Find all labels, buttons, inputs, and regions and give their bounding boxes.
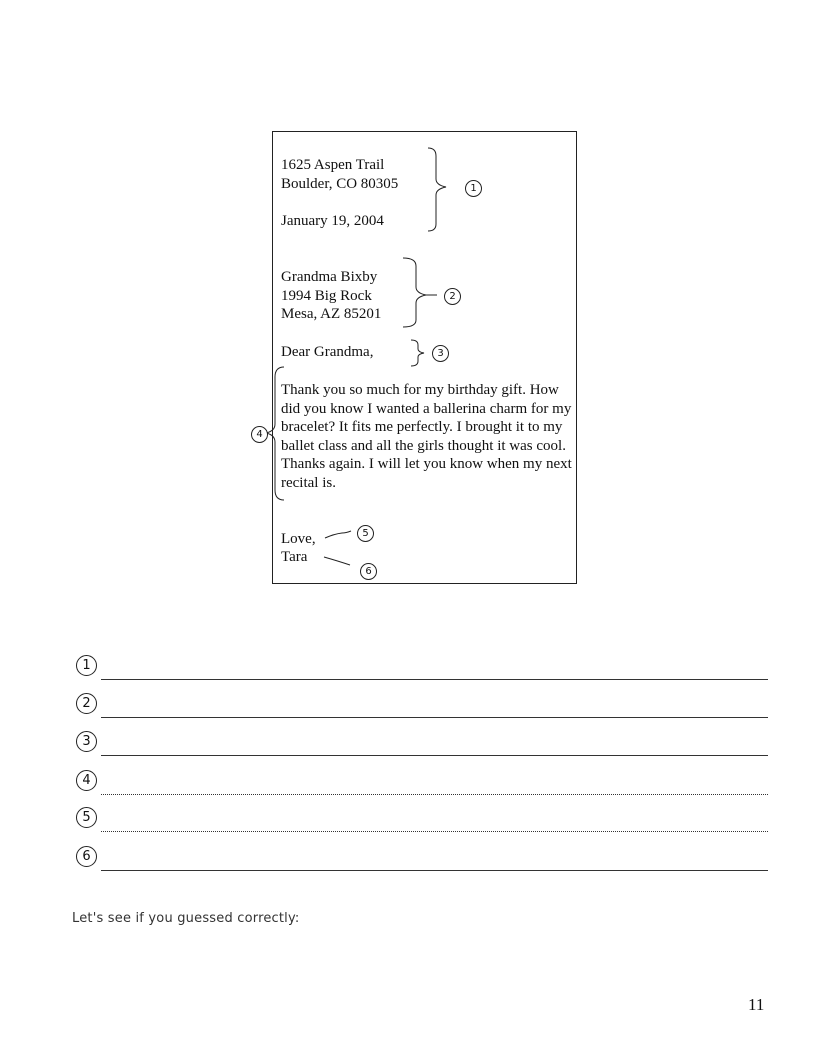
callout-5: 5: [357, 525, 374, 542]
answer-number-5: 5: [76, 807, 97, 828]
answer-row-4: [76, 770, 768, 796]
sender-address-line1: 1625 Aspen Trail: [281, 157, 385, 173]
signature: Tara: [281, 549, 308, 565]
answer-line-1[interactable]: [101, 679, 768, 680]
answer-row-2: [76, 693, 768, 719]
answer-row-5: [76, 807, 768, 833]
callout-3: 3: [432, 345, 449, 362]
letter-date: January 19, 2004: [281, 213, 384, 229]
answer-number-4: 4: [76, 770, 97, 791]
answer-line-2[interactable]: [101, 717, 768, 718]
answer-row-3: [76, 731, 768, 757]
callout-1: 1: [465, 180, 482, 197]
callout-4: 4: [251, 426, 268, 443]
answer-line-3[interactable]: [101, 755, 768, 756]
sender-address-line2: Boulder, CO 80305: [281, 176, 399, 192]
letter-body: Thank you so much for my birthday gift. How did you know I wanted a ballerina charm for my bracelet? It fits me perfectly. I brought it to my ballet class and all the girls thought it was cool. Thanks again. I will let you know when my next recital is.: [281, 382, 572, 491]
answer-row-1: [76, 655, 768, 681]
guess-prompt: Let's see if you guessed correctly:: [72, 911, 300, 926]
answer-number-2: 2: [76, 693, 97, 714]
answer-line-6[interactable]: [101, 870, 768, 871]
page-number: 11: [748, 995, 765, 1014]
answer-line-5[interactable]: [101, 831, 768, 832]
callout-6: 6: [360, 563, 377, 580]
answer-number-1: 1: [76, 655, 97, 676]
recipient-street: 1994 Big Rock: [281, 288, 372, 304]
recipient-city: Mesa, AZ 85201: [281, 306, 382, 322]
answer-row-6: [76, 846, 768, 872]
closing: Love,: [281, 531, 316, 547]
recipient-name: Grandma Bixby: [281, 269, 378, 285]
answer-number-3: 3: [76, 731, 97, 752]
answer-line-4[interactable]: [101, 794, 768, 795]
callout-2: 2: [444, 288, 461, 305]
answer-number-6: 6: [76, 846, 97, 867]
greeting: Dear Grandma,: [281, 344, 374, 360]
